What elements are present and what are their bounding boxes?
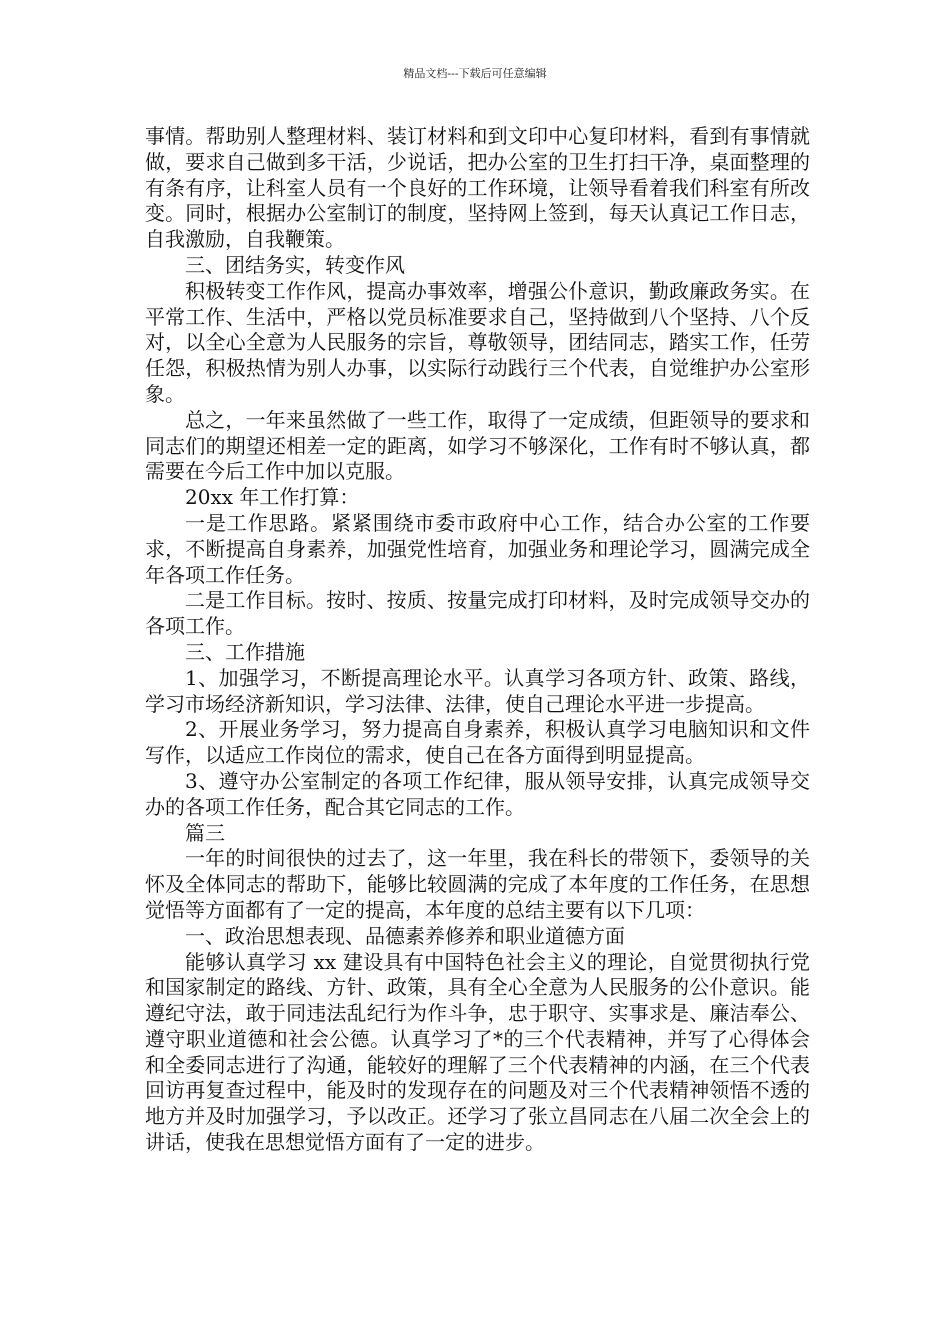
paragraph: 1、加强学习，不断提高理论水平。认真学习各项方针、政策、路线，学习市场经济新知识，学习法律、法律，使自己理论水平进一步提高。 [145,665,810,716]
page-header: 精品文档---下载后可任意编辑 [403,67,547,80]
paragraph: 二是工作目标。按时、按质、按量完成打印材料，及时完成领导交办的各项工作。 [145,588,810,639]
paragraph: 积极转变工作作风，提高办事效率，增强公仆意识，勤政廉政务实。在平常工作、生活中，严格以党员标准要求自己，坚持做到八个坚持、八个反对，以全心全意为人民服务的宗旨，尊敬领导，团结同志，踏实工作，任劳任怨，积极热情为别人办事，以实际行动践行三个代表，自觉维护办公室形象。 [145,278,810,406]
document-body [145,124,810,1156]
section-heading: 三、团结务实，转变作风 [185,252,405,277]
paragraph: 总之，一年来虽然做了一些工作，取得了一定成绩，但距领导的要求和同志们的期望还相差一定的距离，如学习不够深化，工作有时不够认真，都需要在今后工作中加以克服。 [145,407,810,484]
paragraph: 一是工作思路。紧紧围绕市委市政府中心工作，结合办公室的工作要求，不断提高自身素养，加强党性培育，加强业务和理论学习，圆满完成全年各项工作任务。 [145,510,810,587]
paragraph: 能够认真学习 xx 建设具有中国特色社会主义的理论，自觉贯彻执行党和国家制定的路线、方针、政策，具有全心全意为人民服务的公仆意识。能遵纪守法，敢于同违法乱纪行为作斗争，忠于职守、实事求是、廉洁奉公、遵守职业道德和社会公德。认真学习了*的三个代表精神，并写了心得体会和全委同志进行了沟通，能较好的理解了三个代表精神的内涵，在三个代表回访再复查过程中，能及时的发现存在的问题及对三个代表精神领悟不透的地方并及时加强学习，予以改正。还学习了张立昌同志在八届二次全会上的讲话，使我在思想觉悟方面有了一定的进步。 [145,949,810,1155]
paragraph: 3、遵守办公室制定的各项工作纪律，服从领导安排，认真完成领导交办的各项工作任务，配合其它同志的工作。 [145,768,810,819]
paragraph: 2、开展业务学习，努力提高自身素养，积极认真学习电脑知识和文件写作，以适应工作岗位的需求，使自己在各方面得到明显提高。 [145,717,810,768]
paragraph: 事情。帮助别人整理材料、装订材料和到文印中心复印材料，看到有事情就做，要求自己做到多干活，少说话，把办公室的卫生打扫干净，桌面整理的有条有序，让科室人员有一个良好的工作环境，让领导看着我们科室有所改变。同时，根据办公室制订的制度，坚持网上签到，每天认真记工作日志，自我激励，自我鞭策。 [145,124,810,252]
section-heading: 20xx 年工作打算： [185,485,360,510]
section-heading: 一、政治思想表现、品德素养修养和职业道德方面 [185,923,625,948]
section-heading: 三、工作措施 [185,639,305,664]
paragraph: 一年的时间很快的过去了，这一年里，我在科长的带领下，委领导的关怀及全体同志的帮助下，能够比较圆满的完成了本年度的工作任务，在思想觉悟等方面都有了一定的提高，本年度的总结主要有以下几项： [145,846,810,922]
section-heading: 篇三 [185,820,225,845]
